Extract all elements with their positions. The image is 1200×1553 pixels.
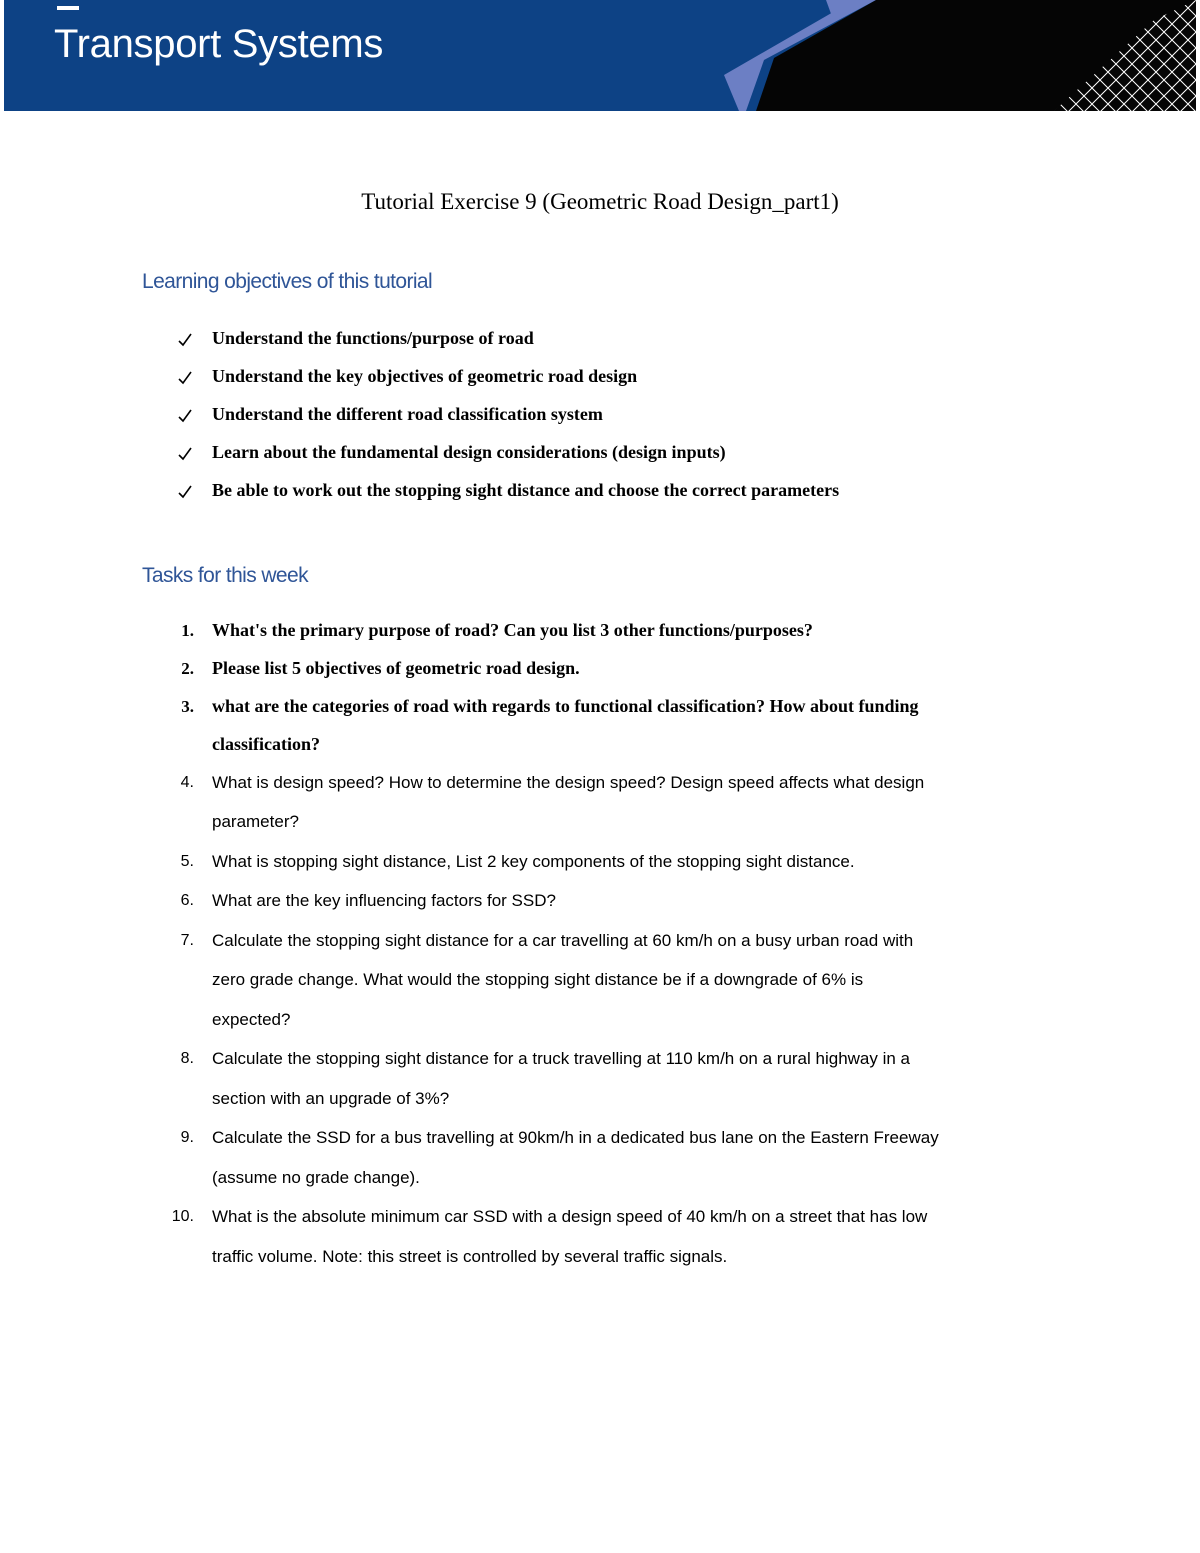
task-text: What is stopping sight distance, List 2 key components of the stopping sight distance. <box>212 852 855 871</box>
banner-dash-mark <box>57 6 79 10</box>
objective-text: Learn about the fundamental design considerations (design inputs) <box>212 442 726 462</box>
task-text: Please list 5 objectives of geometric road design. <box>212 658 580 678</box>
task-text: Calculate the stopping sight distance for a truck travelling at 110 km/h on a rural highway in a <box>212 1049 911 1068</box>
objective-text: Understand the different road classification system <box>212 404 603 424</box>
objective-text: Understand the functions/purpose of road <box>212 328 534 348</box>
task-number: 6. <box>180 892 194 909</box>
task-text: traffic volume. Note: this street is controlled by several traffic signals. <box>212 1247 728 1266</box>
checkmark-icon <box>177 370 193 386</box>
task-number: 10. <box>171 1208 194 1225</box>
task-text: What is the absolute minimum car SSD with a design speed of 40 km/h on a street that has low <box>212 1207 928 1226</box>
task-text: what are the categories of road with regards to functional classification? How about funding <box>212 696 919 716</box>
tasks-heading: Tasks for this week <box>142 564 308 587</box>
task-text: Calculate the SSD for a bus travelling at 90km/h in a dedicated bus lane on the Eastern Freeway <box>212 1128 939 1147</box>
document-title: Tutorial Exercise 9 (Geometric Road Design_part1) <box>361 189 839 214</box>
objectives-heading: Learning objectives of this tutorial <box>142 270 433 293</box>
objective-item <box>0 366 1200 396</box>
task-number: 8. <box>180 1050 194 1067</box>
checkmark-icon <box>177 332 193 348</box>
task-number: 4. <box>180 774 194 791</box>
task-number: 5. <box>180 853 194 870</box>
header-banner <box>4 0 1196 111</box>
task-number: 7. <box>180 932 194 949</box>
task-text: classification? <box>212 734 320 754</box>
checkmark-icon <box>177 484 193 500</box>
objective-item <box>0 328 1200 358</box>
task-text: expected? <box>212 1010 291 1029</box>
objective-text: Be able to work out the stopping sight distance and choose the correct parameters <box>212 480 840 500</box>
checkmark-icon <box>177 408 193 424</box>
objective-item <box>0 442 1200 472</box>
task-number: 9. <box>180 1129 194 1146</box>
objective-item <box>0 480 1200 510</box>
task-text: Calculate the stopping sight distance for a car travelling at 60 km/h on a busy urban road with <box>212 931 914 950</box>
banner-title: Transport Systems <box>54 22 384 66</box>
task-text: zero grade change. What would the stopping sight distance be if a downgrade of 6% is <box>212 970 864 989</box>
objective-text: Understand the key objectives of geometric road design <box>212 366 638 386</box>
task-text: What are the key influencing factors for SSD? <box>212 891 556 910</box>
checkmark-icon <box>177 446 193 462</box>
task-number: 1. <box>181 621 194 640</box>
task-text: (assume no grade change). <box>212 1168 420 1187</box>
objective-item <box>0 404 1200 434</box>
task-text: parameter? <box>212 812 299 831</box>
task-text: section with an upgrade of 3%? <box>212 1089 450 1108</box>
task-number: 3. <box>181 697 194 716</box>
task-text: What is design speed? How to determine the design speed? Design speed affects what design <box>212 773 925 792</box>
task-number: 2. <box>181 659 194 678</box>
task-text: What's the primary purpose of road? Can you list 3 other functions/purposes? <box>212 620 813 640</box>
